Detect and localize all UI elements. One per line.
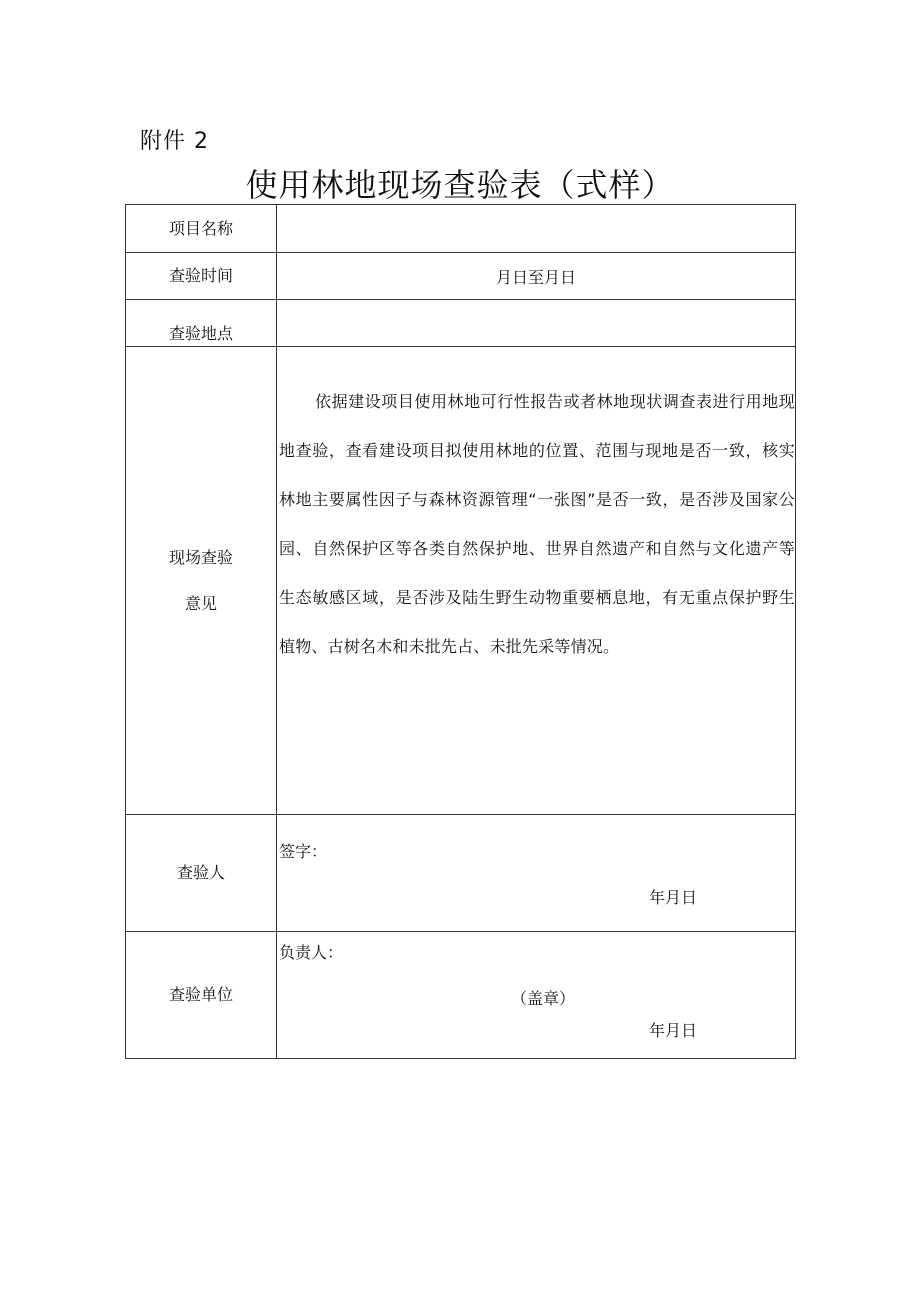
inspector-label: 查验人 <box>126 815 277 932</box>
inspection-unit-label: 查验单位 <box>126 932 277 1059</box>
opinion-text: 依据建设项目使用林地可行性报告或者林地现状调查表进行用地现地查验，查看建设项目拟使用林地的位置、范围与现地是否一致，核实林地主要属性因子与森林资源管理“一张图”是否一致，是否涉及国家公园、自然保护区等各类自然保护地、世界自然遗产和自然与文化遗产等生态敏感区域，是否涉及陆生野生动物重要栖息地，有无重点保护野生植物、古树名木和未批先占、未批先采等情况。 <box>279 392 795 656</box>
table-row-inspection-unit <box>126 932 796 1059</box>
table-row-inspector <box>126 815 796 932</box>
opinion-label-line2: 意见 <box>184 593 217 613</box>
table-row-project-name <box>126 205 796 253</box>
inspection-place-label: 查验地点 <box>168 324 233 343</box>
signature-label: 签字： <box>279 842 328 861</box>
document-title: 使用林地现场查验表（式样） <box>245 166 675 204</box>
attachment-label: 附件 2 <box>140 129 209 154</box>
inspection-unit-field[interactable] <box>277 932 796 1059</box>
responsible-person-label: 负责人： <box>279 943 344 962</box>
project-name-label: 项目名称 <box>126 205 277 253</box>
inspection-place-field[interactable] <box>277 300 796 347</box>
opinion-label-cell <box>126 347 277 815</box>
inspection-form-table <box>125 204 796 1059</box>
inspection-time-field[interactable]: 月日至月日 <box>277 253 796 300</box>
inspector-date: 年月日 <box>649 888 698 907</box>
table-row-inspection-place <box>126 300 796 347</box>
table-row-inspection-time <box>126 253 796 300</box>
table-row-opinion <box>126 347 796 815</box>
seal-label: （盖章） <box>511 989 576 1008</box>
unit-date: 年月日 <box>649 1021 698 1040</box>
inspection-time-label: 查验时间 <box>126 253 277 300</box>
inspection-place-label-cell <box>126 300 277 347</box>
project-name-field[interactable] <box>277 205 796 253</box>
opinion-field[interactable] <box>277 347 796 815</box>
inspector-signature-field[interactable] <box>277 815 796 932</box>
opinion-label-line1: 现场查验 <box>168 547 233 567</box>
